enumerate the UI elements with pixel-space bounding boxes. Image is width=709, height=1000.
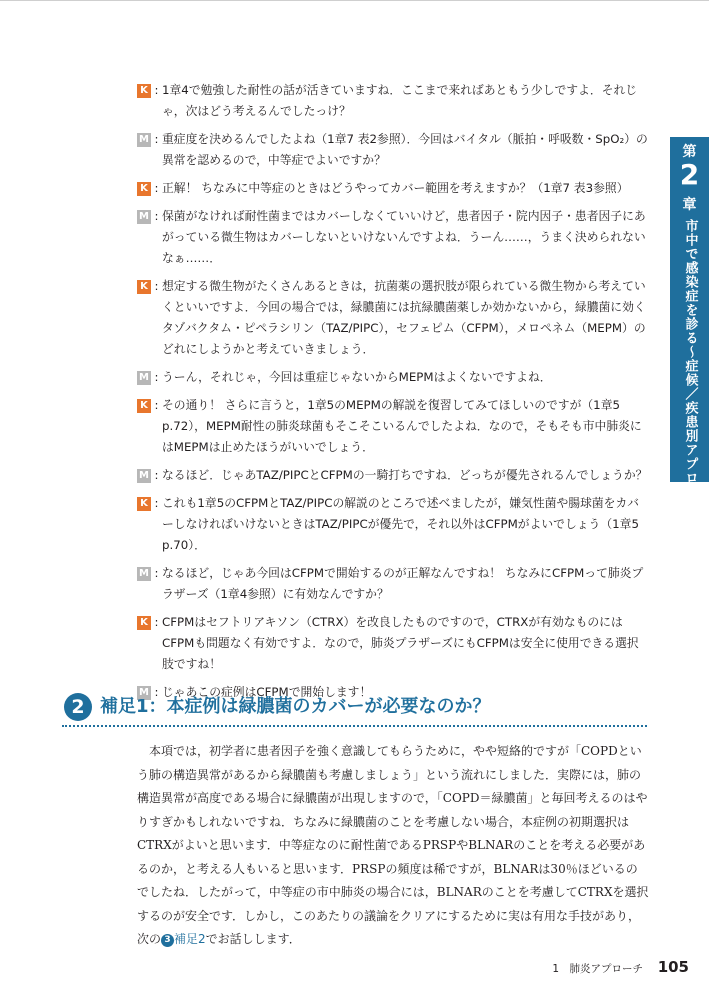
dialogue	[137, 80, 649, 703]
speaker-colon: :	[154, 468, 159, 482]
chapter-title: 市中で感染症を診る〜症候／疾患別アプローチ	[682, 219, 698, 513]
dialogue-line	[137, 395, 649, 458]
dialogue-line	[137, 563, 649, 605]
speaker-colon: :	[154, 83, 159, 97]
dialogue-line	[137, 276, 649, 360]
dialogue-text: 1章4で勉強した耐性の話が活きていますね．ここまで来ればあともう少しですよ．それじゃ，次はどう考えるんでしたっけ？	[162, 83, 638, 118]
speaker-colon: :	[154, 398, 159, 412]
chapter-label: 第	[682, 144, 697, 160]
speaker-k-badge: K	[137, 280, 151, 294]
speaker-m-badge: M	[137, 686, 151, 700]
cross-reference-link[interactable]: 補足2	[174, 932, 206, 946]
dialogue-line	[137, 129, 649, 171]
speaker-colon: :	[154, 279, 159, 293]
dialogue-line	[137, 612, 649, 675]
speaker-k-badge: K	[137, 497, 151, 511]
dialogue-line	[137, 80, 649, 122]
dialogue-text: じゃあこの症例はCFPMで開始します！	[162, 685, 372, 699]
dialogue-line	[137, 493, 649, 556]
dialogue-line	[137, 465, 649, 486]
speaker-k-badge: K	[137, 399, 151, 413]
section-divider	[62, 725, 647, 727]
chapter-side-tab	[670, 137, 709, 513]
speaker-colon: :	[154, 615, 159, 629]
section-title: 補足1：本症例は緑膿菌のカバーが必要なのか？	[100, 696, 491, 717]
speaker-m-badge: M	[137, 567, 151, 581]
speaker-colon: :	[154, 370, 159, 384]
dialogue-line	[137, 178, 649, 199]
chapter-number: 2	[679, 158, 700, 191]
dialogue-line	[137, 206, 649, 269]
section-number-icon: 2	[64, 693, 92, 721]
speaker-m-badge: M	[137, 210, 151, 224]
speaker-colon: :	[154, 181, 159, 195]
speaker-colon: :	[154, 496, 159, 510]
dialogue-text: その通り！ さらに言うと，1章5のMEPMの解説を復習してみてほしいのですが（1章5 p.72），MEPM耐性の肺炎球菌もそこそこいるんでしたよね．なので，そもそも市中肺炎にはMEPMは止めたほうがいいでしょう．	[162, 398, 642, 454]
dialogue-text: 重症度を決めるんでしたよね（1章7 表2参照）．今回はバイタル（脈拍・呼吸数・SpO₂）の異常を認めるので，中等症でよいですか？	[162, 132, 648, 167]
body-paragraph	[137, 740, 649, 952]
page-number: 105	[657, 958, 689, 976]
speaker-colon: :	[154, 685, 159, 699]
speaker-m-badge: M	[137, 469, 151, 483]
speaker-colon: :	[154, 209, 159, 223]
body-tail: でお話しします．	[205, 932, 301, 946]
top-rule	[0, 0, 709, 1]
speaker-k-badge: K	[137, 84, 151, 98]
running-head: 1 肺炎アプローチ	[552, 963, 643, 975]
dialogue-line	[137, 367, 649, 388]
speaker-k-badge: K	[137, 616, 151, 630]
dialogue-text: 正解！ ちなみに中等症のときはどうやってカバー範囲を考えますか？（1章7 表3参照）	[162, 181, 629, 195]
body-text: 本項では，初学者に患者因子を強く意識してもらうために，やや短絡的ですが「COPDという肺の構造異常があるから緑膿菌も考慮しましょう」という流れにしました．実際には，肺の構造異常が高度である場合に緑膿菌が出現しますので，「COPD＝緑膿菌」と毎回考えるのはやりすぎかもしれないですね．ちなみに緑膿菌のことを考慮しない場合，本症例の初期選択はCTRXがよいと思います．中等症なのに耐性菌であるPRSPやBLNARのことを考える必要があるのか，と考える人もいると思います．PRSPの頻度は稀ですが，BLNARは30％ほどいるのでしたね．したがって，中等症の市中肺炎の場合には，BLNARのことを考慮してCTRXを選択するのが安全です．しかし，このあたりの議論をクリアにするために実は有用な手技があり，次の	[137, 744, 649, 946]
chapter-suffix: 章	[682, 197, 697, 213]
dialogue-text: なるほど．じゃあTAZ/PIPCとCFPMの一騎打ちですね．どっちが優先されるんでしょうか？	[162, 468, 648, 482]
dialogue-text: 想定する微生物がたくさんあるときは，抗菌薬の選択肢が限られている微生物から考えていくといいですよ．今回の場合では，緑膿菌には抗緑膿菌薬しか効かないから，緑膿菌に効くタゾバクタム・ピペラシリン（TAZ/PIPC），セフェピム（CFPM），メロペネム（MEPM）のどれにしようかと考えていきましょう．	[162, 279, 646, 356]
dialogue-text: うーん，それじゃ，今回は重症じゃないからMEPMはよくないですよね．	[162, 370, 552, 384]
speaker-colon: :	[154, 566, 159, 580]
dialogue-text: 保菌がなければ耐性菌まではカバーしなくていいけど，患者因子・院内因子・患者因子にあがっている微生物はカバーしないといけないんですよね．うーん……，うまく決められないなぁ……．	[162, 209, 646, 265]
dialogue-text: なるほど，じゃあ今回はCFPMで開始するのが正解なんですね！ ちなみにCFPMって肺炎プラザーズ（1章4参照）に有効なんですか？	[162, 566, 644, 601]
speaker-k-badge: K	[137, 182, 151, 196]
ref-number-icon: 3	[161, 934, 174, 947]
speaker-m-badge: M	[137, 133, 151, 147]
speaker-m-badge: M	[137, 371, 151, 385]
dialogue-text: これも1章5のCFPMとTAZ/PIPCの解説のところで述べましたが，嫌気性菌や腸球菌をカバーしなければいけないときはTAZ/PIPCが優先で，それ以外はCFPMがよいでしょう（1章5 p.70）．	[162, 496, 640, 552]
section-heading	[62, 693, 647, 727]
speaker-colon: :	[154, 132, 159, 146]
dialogue-text: CFPMはセフトリアキソン（CTRX）を改良したものですので，CTRXが有効なものにはCFPMも問題なく有効ですよ．なので，肺炎プラザーズにもCFPMは安全に使用できる選択肢ですね！	[162, 615, 639, 671]
page-footer	[0, 958, 709, 980]
